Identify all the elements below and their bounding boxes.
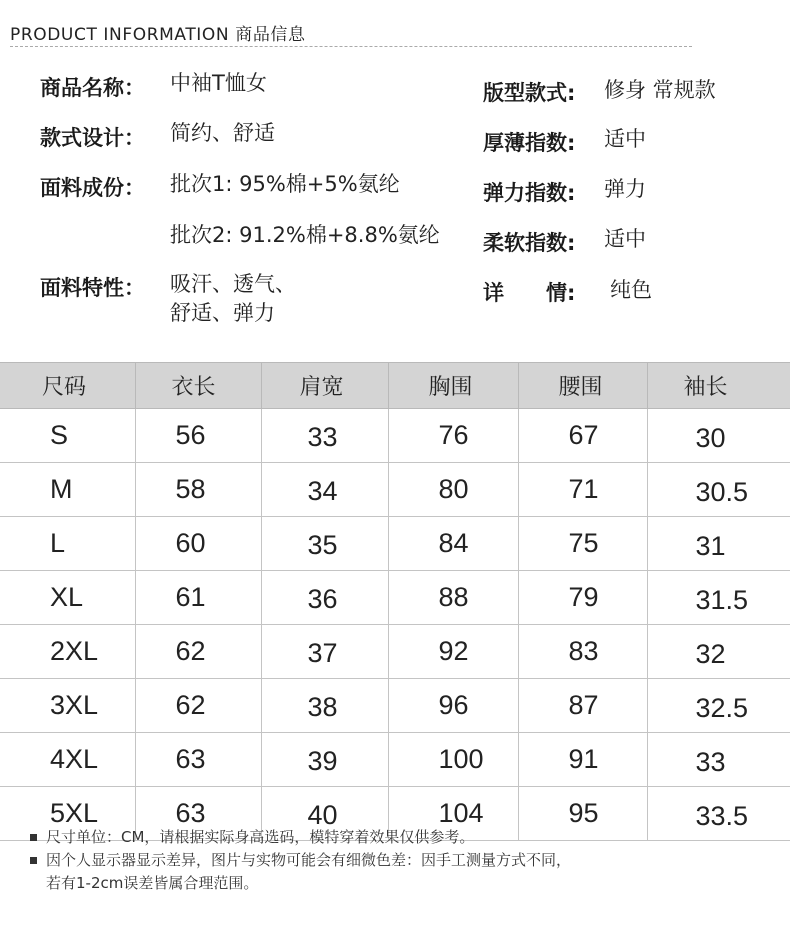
cell-chest: 76: [388, 409, 518, 463]
table-row: [0, 517, 790, 571]
cell-size: 3XL: [0, 679, 135, 733]
section-title: PRODUCT INFORMATION 商品信息: [10, 25, 306, 45]
cell-length: 63: [135, 733, 261, 787]
size-table-header-row: [0, 363, 790, 409]
table-row: [0, 463, 790, 517]
cell-length: 63: [135, 787, 261, 841]
cell-shoulder: 39: [261, 733, 388, 787]
cell-chest: 96: [388, 679, 518, 733]
value-softness: 适中: [604, 227, 646, 251]
cell-shoulder: 40: [261, 787, 388, 841]
value-fabric-features-line-1: 吸汗、透气、: [170, 272, 296, 296]
note-item: [30, 826, 571, 849]
bullet-icon: [30, 857, 37, 864]
cell-size: XL: [0, 571, 135, 625]
cell-waist: 83: [518, 625, 647, 679]
table-row: [0, 571, 790, 625]
cell-chest: 84: [388, 517, 518, 571]
cell-shoulder: 33: [261, 409, 388, 463]
cell-length: 60: [135, 517, 261, 571]
label-details: 详 情:: [483, 281, 576, 305]
cell-shoulder: 34: [261, 463, 388, 517]
cell-length: 62: [135, 679, 261, 733]
cell-size: S: [0, 409, 135, 463]
cell-sleeve: 31.5: [647, 571, 790, 625]
value-product-name: 中袖T恤女: [170, 71, 267, 95]
cell-chest: 92: [388, 625, 518, 679]
cell-size: M: [0, 463, 135, 517]
label-elasticity: 弹力指数:: [483, 181, 576, 205]
note-text: 尺寸单位：CM，请根据实际身高选码，模特穿着效果仅供参考。: [46, 828, 475, 846]
header-chest: 胸围: [388, 363, 518, 409]
label-thickness: 厚薄指数:: [483, 131, 576, 155]
table-row: [0, 625, 790, 679]
note-text: 因个人显示器显示差异，图片与实物可能会有细微色差：因手工测量方式不同，: [46, 851, 572, 869]
cell-waist: 91: [518, 733, 647, 787]
value-fit-style: 修身 常规款: [604, 78, 716, 102]
value-fabric-batch-1: 批次1: 95%棉+5%氨纶: [170, 172, 400, 196]
cell-shoulder: 36: [261, 571, 388, 625]
cell-waist: 87: [518, 679, 647, 733]
cell-chest: 88: [388, 571, 518, 625]
header-sleeve: 袖长: [647, 363, 790, 409]
cell-length: 58: [135, 463, 261, 517]
section-title-divider: [10, 46, 692, 47]
label-fabric-composition: 面料成份：: [40, 176, 145, 200]
cell-sleeve: 32: [647, 625, 790, 679]
cell-waist: 79: [518, 571, 647, 625]
label-style-design: 款式设计：: [40, 126, 145, 150]
cell-sleeve: 30.5: [647, 463, 790, 517]
header-shoulder: 肩宽: [261, 363, 388, 409]
bullet-icon: [30, 834, 37, 841]
cell-chest: 80: [388, 463, 518, 517]
table-row: [0, 679, 790, 733]
notes: [30, 826, 571, 895]
note-text: 若有1-2cm误差皆属合理范围。: [46, 874, 259, 892]
cell-waist: 75: [518, 517, 647, 571]
size-table: [0, 362, 790, 841]
cell-chest: 100: [388, 733, 518, 787]
cell-sleeve: 31: [647, 517, 790, 571]
value-fabric-features-line-2: 舒适、弹力: [170, 301, 275, 325]
cell-size: 5XL: [0, 787, 135, 841]
size-chart: [0, 362, 790, 841]
cell-waist: 67: [518, 409, 647, 463]
table-row: [0, 409, 790, 463]
label-softness: 柔软指数:: [483, 231, 576, 255]
cell-sleeve: 32.5: [647, 679, 790, 733]
value-elasticity: 弹力: [604, 177, 646, 201]
header-length: 衣长: [135, 363, 261, 409]
table-row: [0, 733, 790, 787]
cell-shoulder: 35: [261, 517, 388, 571]
value-thickness: 适中: [604, 127, 646, 151]
cell-waist: 95: [518, 787, 647, 841]
value-details: 纯色: [610, 278, 652, 302]
label-product-name: 商品名称：: [40, 76, 145, 100]
cell-length: 61: [135, 571, 261, 625]
label-fabric-features: 面料特性：: [40, 276, 145, 300]
header-size: 尺码: [0, 363, 135, 409]
cell-sleeve: 33.5: [647, 787, 790, 841]
cell-length: 62: [135, 625, 261, 679]
cell-size: L: [0, 517, 135, 571]
note-item: [30, 849, 571, 895]
cell-chest: 104: [388, 787, 518, 841]
cell-sleeve: 33: [647, 733, 790, 787]
header-waist: 腰围: [518, 363, 647, 409]
cell-sleeve: 30: [647, 409, 790, 463]
label-fit-style: 版型款式:: [483, 81, 576, 105]
value-style-design: 简约、舒适: [170, 121, 275, 145]
cell-shoulder: 37: [261, 625, 388, 679]
cell-size: 2XL: [0, 625, 135, 679]
cell-waist: 71: [518, 463, 647, 517]
cell-length: 56: [135, 409, 261, 463]
cell-size: 4XL: [0, 733, 135, 787]
value-fabric-batch-2: 批次2: 91.2%棉+8.8%氨纶: [170, 223, 440, 247]
cell-shoulder: 38: [261, 679, 388, 733]
